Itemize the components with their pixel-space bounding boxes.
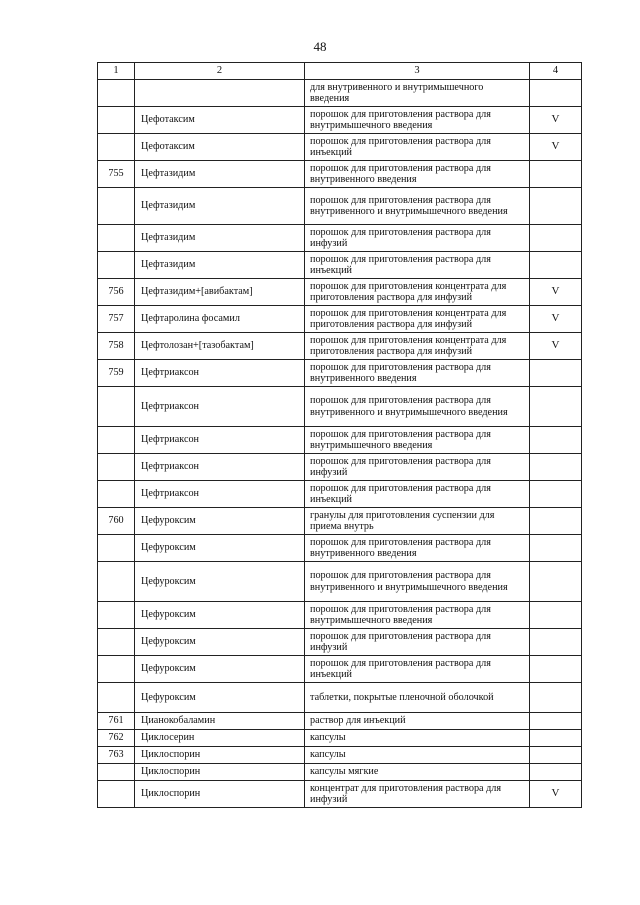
mark-cell: V: [530, 107, 582, 134]
drug-name-cell: Цефуроксим: [135, 562, 305, 602]
table-row: [98, 535, 582, 562]
dosage-form-cell: концентрат для приготовления раствора для инфузий: [305, 781, 530, 808]
drug-name-cell: Цефуроксим: [135, 602, 305, 629]
column-header-name: 2: [135, 63, 305, 80]
table-row: [98, 562, 582, 602]
drug-name-cell: Циклоспорин: [135, 747, 305, 764]
mark-cell: [530, 656, 582, 683]
row-number-cell: [98, 683, 135, 713]
table-row: [98, 602, 582, 629]
drug-name-cell: Цефтриаксон: [135, 360, 305, 387]
mark-cell: [530, 188, 582, 225]
row-number-cell: [98, 535, 135, 562]
row-number-cell: [98, 656, 135, 683]
drug-table: [97, 62, 582, 808]
column-header-number: 1: [98, 63, 135, 80]
mark-cell: V: [530, 279, 582, 306]
mark-cell: [530, 730, 582, 747]
dosage-form-cell: порошок для приготовления раствора для внутривенного и внутримышечного введения: [305, 387, 530, 427]
dosage-form-cell: капсулы мягкие: [305, 764, 530, 781]
table-row: [98, 80, 582, 107]
dosage-form-cell: порошок для приготовления концентрата для приготовления раствора для инфузий: [305, 333, 530, 360]
drug-name-cell: Цефуроксим: [135, 535, 305, 562]
mark-cell: V: [530, 333, 582, 360]
row-number-cell: [98, 134, 135, 161]
drug-name-cell: Цефтазидим: [135, 225, 305, 252]
row-number-cell: 757: [98, 306, 135, 333]
dosage-form-cell: порошок для приготовления концентрата для приготовления раствора для инфузий: [305, 306, 530, 333]
row-number-cell: [98, 629, 135, 656]
mark-cell: [530, 454, 582, 481]
drug-name-cell: Цефтаролина фосамил: [135, 306, 305, 333]
column-header-form: 3: [305, 63, 530, 80]
row-number-cell: [98, 781, 135, 808]
mark-cell: [530, 683, 582, 713]
dosage-form-cell: порошок для приготовления раствора для внутривенного введения: [305, 535, 530, 562]
row-number-cell: [98, 225, 135, 252]
mark-cell: [530, 427, 582, 454]
table-row: [98, 427, 582, 454]
mark-cell: V: [530, 306, 582, 333]
dosage-form-cell: раствор для инъекций: [305, 713, 530, 730]
dosage-form-cell: порошок для приготовления раствора для внутривенного и внутримышечного введения: [305, 188, 530, 225]
drug-name-cell: Циклосерин: [135, 730, 305, 747]
row-number-cell: [98, 80, 135, 107]
table-row: [98, 713, 582, 730]
dosage-form-cell: порошок для приготовления раствора для внутримышечного введения: [305, 427, 530, 454]
mark-cell: V: [530, 781, 582, 808]
dosage-form-cell: порошок для приготовления раствора для внутримышечного введения: [305, 107, 530, 134]
mark-cell: [530, 161, 582, 188]
table-row: [98, 333, 582, 360]
mark-cell: [530, 602, 582, 629]
column-header-mark: 4: [530, 63, 582, 80]
drug-name-cell: Цефтазидим: [135, 252, 305, 279]
mark-cell: [530, 360, 582, 387]
row-number-cell: 760: [98, 508, 135, 535]
mark-cell: [530, 562, 582, 602]
drug-name-cell: Цефтолозан+[тазобактам]: [135, 333, 305, 360]
dosage-form-cell: порошок для приготовления раствора для инъекций: [305, 656, 530, 683]
drug-name-cell: Цианокобаламин: [135, 713, 305, 730]
table-row: [98, 683, 582, 713]
table-row: [98, 730, 582, 747]
row-number-cell: 761: [98, 713, 135, 730]
drug-name-cell: Цефтриаксон: [135, 387, 305, 427]
mark-cell: [530, 764, 582, 781]
table-row: [98, 481, 582, 508]
drug-name-cell: Цефтазидим: [135, 188, 305, 225]
drug-name-cell: Цефуроксим: [135, 656, 305, 683]
mark-cell: [530, 387, 582, 427]
dosage-form-cell: капсулы: [305, 730, 530, 747]
row-number-cell: [98, 602, 135, 629]
page-number: 48: [313, 39, 327, 54]
dosage-form-cell: порошок для приготовления раствора для инъекций: [305, 481, 530, 508]
dosage-form-cell: порошок для приготовления раствора для инъекций: [305, 134, 530, 161]
row-number-cell: 756: [98, 279, 135, 306]
table-row: [98, 252, 582, 279]
table-body: [98, 80, 582, 808]
mark-cell: V: [530, 134, 582, 161]
dosage-form-cell: таблетки, покрытые пленочной оболочкой: [305, 683, 530, 713]
row-number-cell: 755: [98, 161, 135, 188]
row-number-cell: [98, 188, 135, 225]
drug-name-cell: Цефуроксим: [135, 508, 305, 535]
table-row: [98, 225, 582, 252]
table-row: [98, 161, 582, 188]
dosage-form-cell: для внутривенного и внутримышечного введения: [305, 80, 530, 107]
mark-cell: [530, 225, 582, 252]
mark-cell: [530, 747, 582, 764]
mark-cell: [530, 629, 582, 656]
row-number-cell: 762: [98, 730, 135, 747]
mark-cell: [530, 535, 582, 562]
table-row: [98, 454, 582, 481]
row-number-cell: 758: [98, 333, 135, 360]
mark-cell: [530, 252, 582, 279]
dosage-form-cell: порошок для приготовления концентрата для приготовления раствора для инфузий: [305, 279, 530, 306]
dosage-form-cell: порошок для приготовления раствора для инфузий: [305, 225, 530, 252]
row-number-cell: [98, 427, 135, 454]
table-row: [98, 107, 582, 134]
row-number-cell: [98, 387, 135, 427]
mark-cell: [530, 80, 582, 107]
dosage-form-cell: порошок для приготовления раствора для инфузий: [305, 454, 530, 481]
mark-cell: [530, 713, 582, 730]
drug-name-cell: Цефтриаксон: [135, 454, 305, 481]
table-row: [98, 306, 582, 333]
row-number-cell: [98, 454, 135, 481]
table-row: [98, 279, 582, 306]
dosage-form-cell: капсулы: [305, 747, 530, 764]
drug-name-cell: Цефтриаксон: [135, 481, 305, 508]
row-number-cell: [98, 562, 135, 602]
row-number-cell: [98, 481, 135, 508]
table-row: [98, 134, 582, 161]
dosage-form-cell: гранулы для приготовления суспензии для приема внутрь: [305, 508, 530, 535]
mark-cell: [530, 481, 582, 508]
drug-name-cell: [135, 80, 305, 107]
row-number-cell: [98, 252, 135, 279]
table-row: [98, 656, 582, 683]
drug-name-cell: Цефтазидим+[авибактам]: [135, 279, 305, 306]
row-number-cell: 763: [98, 747, 135, 764]
table-row: [98, 781, 582, 808]
drug-name-cell: Цефтазидим: [135, 161, 305, 188]
drug-name-cell: Циклоспорин: [135, 764, 305, 781]
table-row: [98, 764, 582, 781]
table-row: [98, 747, 582, 764]
table-row: [98, 188, 582, 225]
dosage-form-cell: порошок для приготовления раствора для внутривенного введения: [305, 161, 530, 188]
dosage-form-cell: порошок для приготовления раствора для инъекций: [305, 252, 530, 279]
drug-name-cell: Цефотаксим: [135, 107, 305, 134]
table-row: [98, 629, 582, 656]
dosage-form-cell: порошок для приготовления раствора для инфузий: [305, 629, 530, 656]
row-number-cell: [98, 107, 135, 134]
dosage-form-cell: порошок для приготовления раствора для внутримышечного введения: [305, 602, 530, 629]
drug-name-cell: Циклоспорин: [135, 781, 305, 808]
drug-name-cell: Цефуроксим: [135, 629, 305, 656]
dosage-form-cell: порошок для приготовления раствора для внутривенного введения: [305, 360, 530, 387]
row-number-cell: 759: [98, 360, 135, 387]
dosage-form-cell: порошок для приготовления раствора для внутривенного и внутримышечного введения: [305, 562, 530, 602]
table-row: [98, 387, 582, 427]
table-row: [98, 360, 582, 387]
table-header-row: [98, 63, 582, 80]
drug-name-cell: Цефтриаксон: [135, 427, 305, 454]
mark-cell: [530, 508, 582, 535]
row-number-cell: [98, 764, 135, 781]
drug-name-cell: Цефуроксим: [135, 683, 305, 713]
table-row: [98, 508, 582, 535]
drug-name-cell: Цефотаксим: [135, 134, 305, 161]
